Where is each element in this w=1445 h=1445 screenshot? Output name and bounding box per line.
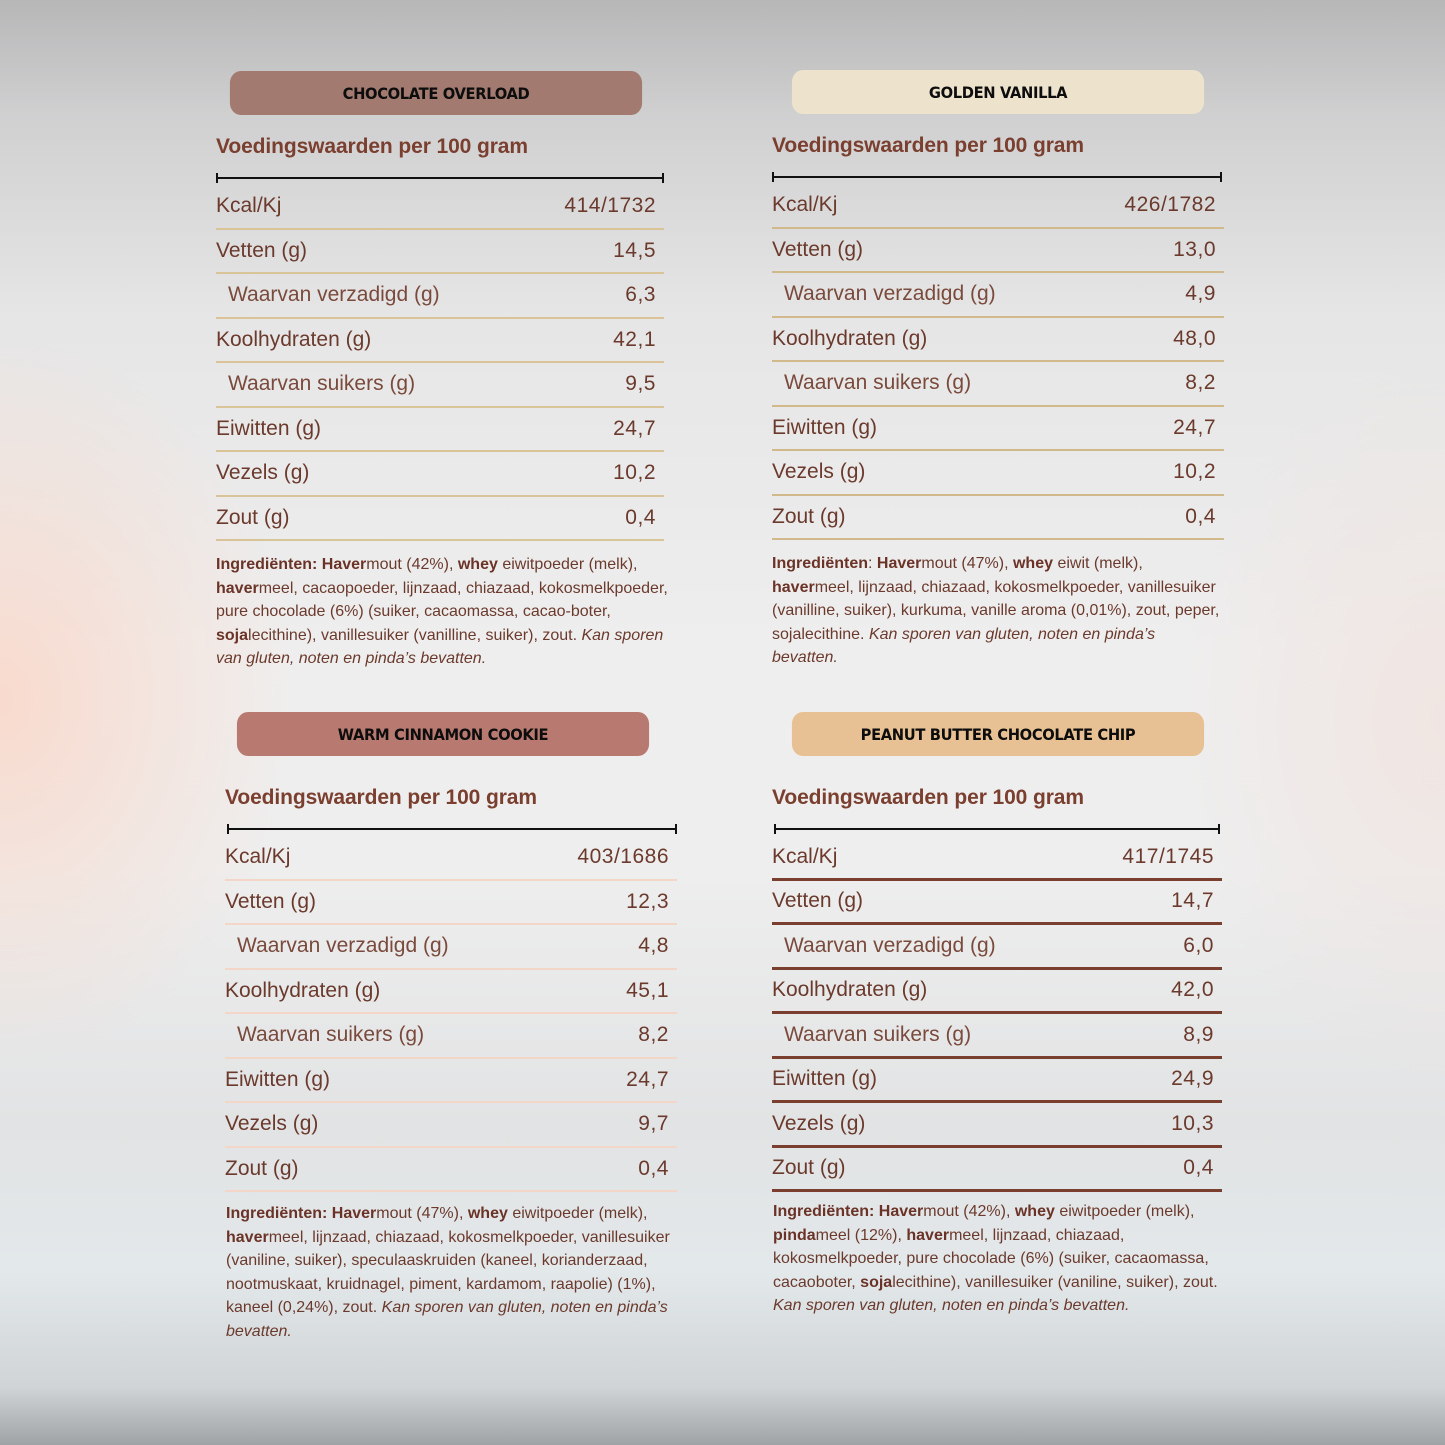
nutrition-row (772, 451, 1224, 496)
nutrition-row (216, 185, 664, 230)
ingredient-bold: soja (860, 1273, 893, 1291)
nutrient-label: Vetten (g) (225, 889, 317, 913)
nutrient-label: Waarvan suikers (g) (228, 372, 416, 396)
nutrient-value: 9,5 (625, 372, 656, 396)
nutrition-row (225, 881, 677, 926)
product-title-banner (792, 712, 1204, 756)
nutrient-label: Zout (g) (216, 505, 290, 529)
nutrition-row (772, 184, 1224, 229)
nutrition-row (772, 362, 1224, 407)
ingredient-text: eiwitpoeder (melk), (507, 1205, 648, 1222)
nutrient-value: 10,2 (1173, 460, 1216, 484)
ingredients-text (772, 552, 1224, 670)
nutrient-label: Zout (g) (772, 1156, 846, 1180)
allergen-note: Kan sporen van gluten, noten en pinda’s bevatten. (772, 625, 1156, 666)
nutrient-label: Eiwitten (g) (225, 1067, 331, 1091)
nutrient-label: Waarvan verzadigd (g) (784, 933, 996, 957)
nutrition-row (225, 970, 677, 1015)
ingredient-text: meel, cacaopoeder, lijnzaad, chiazaad, kokosmelkpoeder, pure chocolade (6%) (suiker, cacaomassa, cacao-boter, (216, 579, 668, 620)
nutrient-label: Koolhydraten (g) (772, 326, 928, 350)
nutrient-label: Koolhydraten (g) (216, 327, 372, 351)
nutrition-row (216, 274, 664, 319)
nutrient-label: Vezels (g) (772, 1111, 866, 1135)
heading-rule (227, 828, 677, 830)
nutrition-row (772, 970, 1222, 1015)
panel-warm-cinnamon-cookie (219, 712, 671, 1343)
ingredients-text (773, 1200, 1225, 1318)
heading-rule (772, 176, 1222, 178)
panel-chocolate-overload (212, 71, 668, 671)
nutrient-value: 0,4 (638, 1156, 669, 1180)
nutrient-value: 10,3 (1171, 1111, 1214, 1135)
ingredient-bold: haver (772, 578, 815, 596)
nutrient-value: 8,9 (1183, 1022, 1214, 1046)
nutrient-label: Eiwitten (g) (772, 415, 878, 439)
nutrient-label: Kcal/Kj (216, 194, 282, 218)
ingredient-bold: whey (1012, 555, 1053, 572)
product-title: CHOCOLATE OVERLOAD (342, 83, 530, 103)
nutrition-row (225, 925, 677, 970)
nutrition-row (225, 836, 677, 881)
nutrition-row (772, 1103, 1222, 1148)
nutrition-row (772, 273, 1224, 318)
nutrition-table (772, 836, 1222, 1192)
nutrient-label: Koolhydraten (g) (772, 978, 928, 1002)
ingredients-text (216, 553, 668, 671)
ingredient-text: meel, lijnzaad, chiazaad, kokosmelkpoeder, vanillesuiker (vaniline, suiker), speculaaskruiden (kaneel, korianderzaad, nootmuskaat, kruidnagel, piment, kardamom, raapolie) (1%), kaneel (0,24%), zout. (226, 1228, 670, 1316)
ingredients-text (226, 1202, 678, 1343)
ingredient-text: eiwitpoeder (melk), (497, 556, 638, 573)
nutrient-label: Vezels (g) (772, 460, 866, 484)
nutrition-row (216, 497, 664, 542)
nutrient-value: 0,4 (625, 505, 656, 529)
nutrient-value: 24,9 (1171, 1067, 1214, 1091)
nutrient-label: Vetten (g) (772, 889, 864, 913)
nutrition-row (772, 318, 1224, 363)
nutrition-table (772, 184, 1224, 540)
ingredient-bold: Haver (876, 555, 922, 572)
ingredient-bold: pinda (773, 1226, 816, 1244)
nutrition-row (772, 1014, 1222, 1059)
nutrient-label: Waarvan suikers (g) (784, 371, 972, 395)
allergen-note: Kan sporen van gluten, noten en pinda’s bevatten. (226, 1299, 668, 1340)
ingredient-bold: Ingrediënten: Haver (216, 556, 367, 573)
nutrient-value: 9,7 (638, 1112, 669, 1136)
nutrient-value: 0,4 (1183, 1156, 1214, 1180)
product-title: PEANUT BUTTER CHOCOLATE CHIP (860, 724, 1136, 744)
nutrient-value: 4,9 (1185, 282, 1216, 306)
nutrient-value: 10,2 (613, 461, 656, 485)
nutrient-label: Kcal/Kj (225, 845, 291, 869)
nutrient-value: 0,4 (1185, 504, 1216, 528)
ingredient-text: lecithine), vanillesuiker (vanilline, suiker), zout. (248, 626, 582, 644)
ingredient-bold: haver (226, 1228, 269, 1246)
nutrient-value: 13,0 (1173, 237, 1216, 261)
nutrient-label: Waarvan suikers (g) (237, 1023, 425, 1047)
nutrition-row (225, 1148, 677, 1193)
nutrient-label: Zout (g) (225, 1156, 299, 1180)
nutrient-label: Kcal/Kj (772, 193, 838, 217)
allergen-note: Kan sporen van gluten, noten en pinda’s bevatten. (216, 626, 664, 667)
ingredient-text: mout (47%), (376, 1205, 468, 1222)
ingredient-bold: whey (1014, 1203, 1055, 1220)
nutrient-value: 24,7 (626, 1067, 669, 1091)
nutrition-heading: Voedingswaarden per 100 gram (772, 786, 1084, 809)
ingredient-bold: Ingrediënten: Haver (773, 1203, 924, 1220)
nutrient-label: Waarvan verzadigd (g) (228, 283, 440, 307)
nutrient-value: 24,7 (1173, 415, 1216, 439)
ingredient-text: eiwit (melk), (1053, 555, 1143, 572)
product-title: GOLDEN VANILLA (928, 82, 1068, 102)
ingredient-bold: whey (467, 1205, 508, 1222)
panel-peanut-butter-chocolate-chip (768, 712, 1220, 1318)
nutrient-label: Zout (g) (772, 504, 846, 528)
nutrition-row (225, 1059, 677, 1104)
product-title-banner (230, 71, 642, 115)
nutrition-heading: Voedingswaarden per 100 gram (772, 134, 1084, 157)
nutrient-value: 426/1782 (1124, 193, 1216, 217)
nutrition-row (216, 452, 664, 497)
nutrient-label: Vezels (g) (225, 1112, 319, 1136)
ingredient-text: meel, lijnzaad, chiazaad, kokosmelkpoeder, pure chocolade (6%) (suiker, cacaomassa, cacaoboter, (773, 1226, 1209, 1291)
nutrient-label: Waarvan verzadigd (g) (784, 282, 996, 306)
nutrient-value: 42,0 (1171, 978, 1214, 1002)
ingredient-bold: whey (457, 556, 498, 573)
nutrition-row (772, 1148, 1222, 1193)
nutrient-value: 417/1745 (1122, 844, 1214, 868)
nutrient-label: Vezels (g) (216, 461, 310, 485)
nutrient-value: 8,2 (638, 1023, 669, 1047)
nutrient-label: Koolhydraten (g) (225, 978, 381, 1002)
nutrition-row (772, 496, 1224, 541)
ingredient-text: lecithine), vanillesuiker (vaniline, suiker), zout. (892, 1273, 1218, 1291)
nutrition-row (772, 925, 1222, 970)
ingredient-text: : (868, 555, 877, 572)
nutrition-table (216, 185, 664, 541)
nutrition-row (772, 881, 1222, 926)
nutrient-label: Vetten (g) (772, 237, 864, 261)
nutrition-row (772, 836, 1222, 881)
nutrition-row (216, 363, 664, 408)
nutrient-value: 403/1686 (577, 845, 669, 869)
nutrient-label: Vetten (g) (216, 238, 308, 262)
nutrition-row (772, 229, 1224, 274)
nutrient-value: 24,7 (613, 416, 656, 440)
nutrient-label: Waarvan verzadigd (g) (237, 934, 449, 958)
product-title-banner (237, 712, 649, 756)
nutrition-heading: Voedingswaarden per 100 gram (225, 786, 537, 809)
nutrient-value: 14,5 (613, 238, 656, 262)
nutrient-value: 6,3 (625, 283, 656, 307)
nutrient-label: Eiwitten (g) (772, 1067, 878, 1091)
ingredient-bold: soja (216, 626, 249, 644)
nutrition-row (772, 1059, 1222, 1104)
ingredient-bold: Ingrediënten: Haver (226, 1205, 377, 1222)
nutrition-table (225, 836, 677, 1192)
nutrition-row (216, 230, 664, 275)
ingredient-text: mout (42%), (923, 1203, 1015, 1220)
ingredient-text: meel, lijnzaad, chiazaad, kokosmelkpoeder, vanillesuiker (vanilline, suiker), kurkuma, vanille aroma (0,01%), zout, peper, sojalecithine. (772, 578, 1220, 643)
nutrient-value: 6,0 (1183, 933, 1214, 957)
nutrient-value: 4,8 (638, 934, 669, 958)
nutrient-label: Kcal/Kj (772, 844, 838, 868)
ingredient-text: eiwitpoeder (melk), (1054, 1203, 1195, 1220)
nutrition-heading: Voedingswaarden per 100 gram (216, 135, 528, 158)
ingredient-text: mout (47%), (921, 555, 1013, 572)
ingredient-text: mout (42%), (366, 556, 458, 573)
ingredient-text: meel (12%), (815, 1226, 907, 1244)
nutrition-row (216, 319, 664, 364)
heading-rule (216, 177, 664, 179)
heading-rule (774, 828, 1220, 830)
nutrient-value: 12,3 (626, 889, 669, 913)
nutrient-value: 45,1 (626, 978, 669, 1002)
ingredient-bold: haver (216, 579, 259, 597)
nutrition-row (216, 408, 664, 453)
product-title: WARM CINNAMON COOKIE (337, 724, 549, 744)
nutrient-value: 414/1732 (564, 194, 656, 218)
nutrient-label: Eiwitten (g) (216, 416, 322, 440)
nutrient-value: 42,1 (613, 327, 656, 351)
nutrition-row (772, 407, 1224, 452)
product-title-banner (792, 70, 1204, 114)
ingredient-bold: Ingrediënten (772, 555, 869, 572)
nutrition-row (225, 1103, 677, 1148)
ingredient-bold: haver (906, 1226, 950, 1244)
nutrient-value: 48,0 (1173, 326, 1216, 350)
nutrient-value: 14,7 (1171, 889, 1214, 913)
panel-golden-vanilla (768, 70, 1220, 670)
nutrition-row (225, 1014, 677, 1059)
nutrient-label: Waarvan suikers (g) (784, 1022, 972, 1046)
nutrient-value: 8,2 (1185, 371, 1216, 395)
allergen-note: Kan sporen van gluten, noten en pinda’s bevatten. (773, 1297, 1130, 1314)
